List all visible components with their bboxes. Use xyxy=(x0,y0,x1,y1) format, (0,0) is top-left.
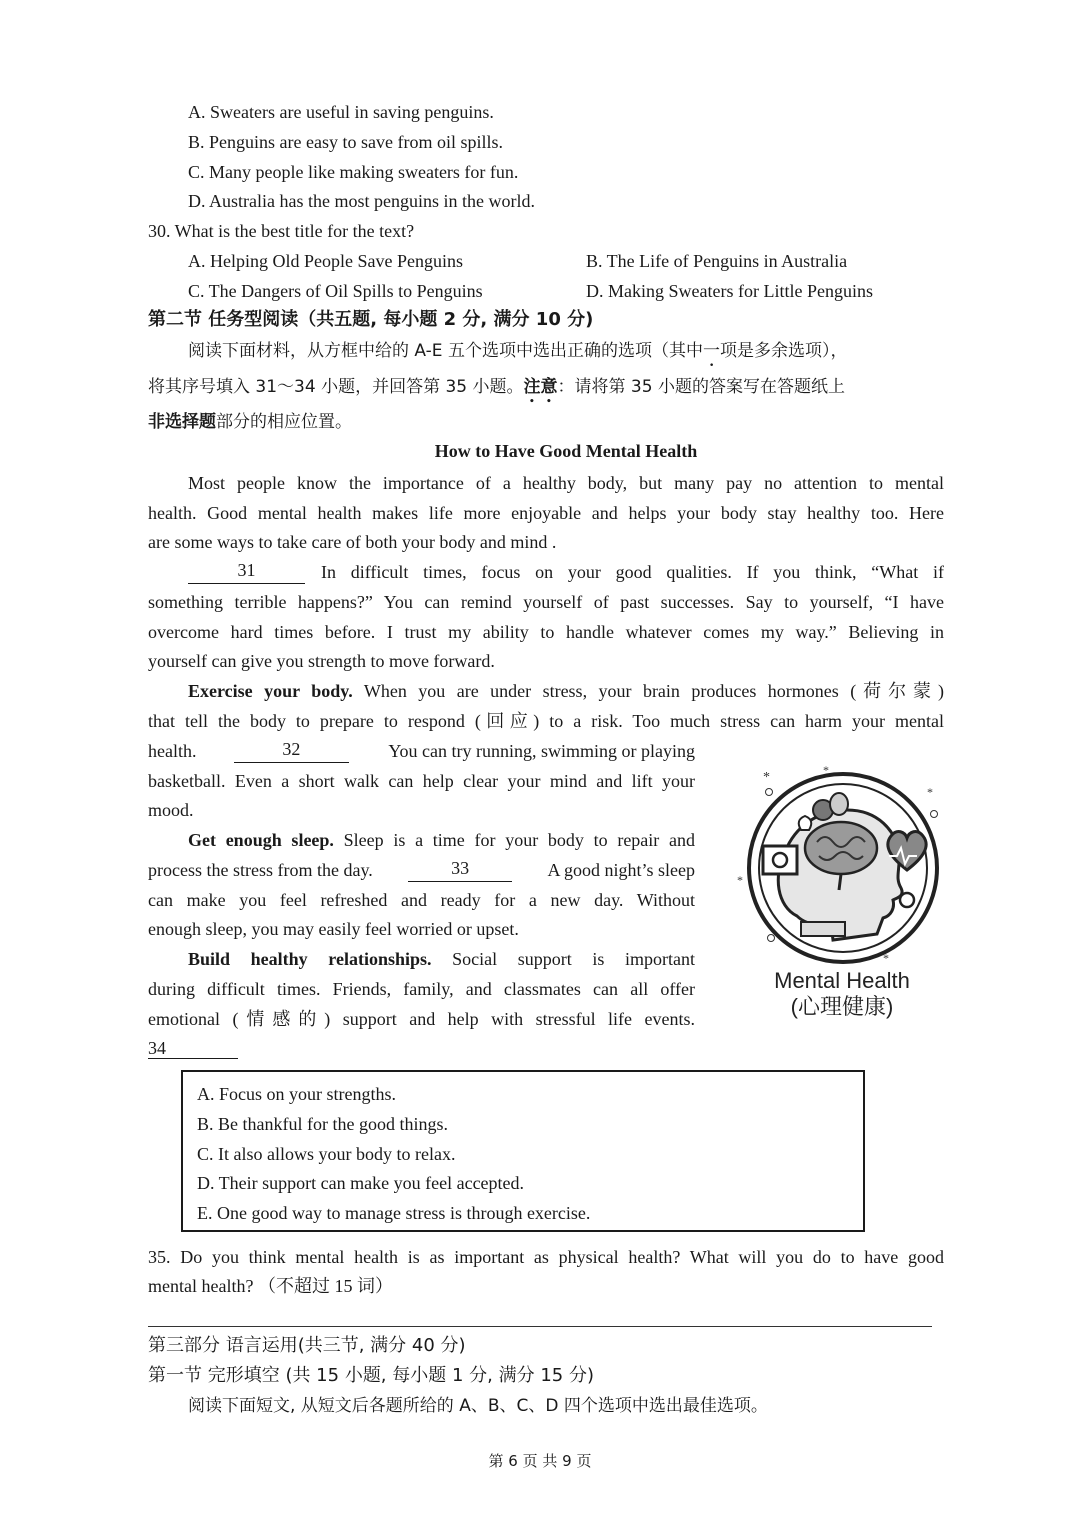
p4-line4: enough sleep, you may easily feel worried or upset. xyxy=(148,919,519,939)
section2-instruction-line3: 非选择题部分的相应位置。 xyxy=(148,412,352,432)
q30-option-c: C. The Dangers of Oil Spills to Penguins xyxy=(188,281,483,301)
p5-line2: during difficult times. Friends, family, and classmates can all offer xyxy=(148,979,695,999)
choice-c: C. It also allows your body to relax. xyxy=(197,1144,456,1164)
q29-option-a: A. Sweaters are useful in saving penguins. xyxy=(188,102,494,122)
p3-line2: that tell the body to prepare to respond (回应) to a risk. Too much stress can harm your mental xyxy=(148,711,944,731)
q30-question: 30. What is the best title for the text? xyxy=(148,221,415,241)
svg-text:*: * xyxy=(927,785,933,799)
blank-33[interactable]: 33 xyxy=(408,858,512,882)
mental-health-figure xyxy=(737,766,947,1024)
svg-text:*: * xyxy=(883,951,889,965)
passage-title: How to Have Good Mental Health xyxy=(434,441,698,461)
q30-option-b: B. The Life of Penguins in Australia xyxy=(586,251,848,271)
figure-caption-cn: (心理健康) xyxy=(790,994,894,1019)
q29-option-d: D. Australia has the most penguins in the world. xyxy=(188,191,535,211)
page-footer: 第 6 页 共 9 页 xyxy=(488,1452,592,1470)
blank-32[interactable]: 32 xyxy=(234,739,349,763)
choice-a: A. Focus on your strengths. xyxy=(197,1084,396,1104)
p4-line2: process the stress from the day. 33 A good night’s sleep xyxy=(148,858,695,880)
blank-31[interactable]: 31 xyxy=(188,560,305,584)
answer-line xyxy=(148,1326,932,1327)
p2-line4: yourself can give you strength to move forward. xyxy=(148,651,495,671)
q29-option-b: B. Penguins are easy to save from oil spills. xyxy=(188,132,503,152)
p1-line2: health. Good mental health makes life more enjoyable and helps your body stay healthy too. Here xyxy=(148,503,944,523)
choice-box xyxy=(181,1070,865,1232)
q35-line1: 35. Do you think mental health is as important as physical health? What will you do to have good xyxy=(148,1247,944,1267)
svg-text:*: * xyxy=(763,770,770,785)
p2-line1: 31 In difficult times, focus on your good qualities. If you think, “What if xyxy=(188,560,944,584)
section2-heading: 第二节 任务型阅读（共五题, 每小题 2 分, 满分 10 分) xyxy=(148,309,594,330)
p5-line4 xyxy=(148,1036,238,1060)
p4-line1: Get enough sleep. Sleep is a time for your body to repair and xyxy=(188,830,695,850)
p3-line3: health. 32 You can try running, swimming or playing xyxy=(148,739,695,761)
choice-e: E. One good way to manage stress is through exercise. xyxy=(197,1203,591,1223)
svg-text:*: * xyxy=(823,766,829,777)
p5-line3: emotional (情感的) support and help with stressful life events. xyxy=(148,1009,695,1029)
q35-line2: mental health? （不超过 15 词） xyxy=(148,1276,393,1296)
section2-instruction-line2: 将其序号填入 31～34 小题，并回答第 35 小题。注意：请将第 35 小题的答案写在答题纸上 xyxy=(148,377,845,397)
figure-caption-en: Mental Health xyxy=(774,968,910,993)
p3-line4: basketball. Even a short walk can help clear your mind and lift your xyxy=(148,771,695,791)
choice-b: B. Be thankful for the good things. xyxy=(197,1114,448,1134)
p1-line3: are some ways to take care of both your body and mind . xyxy=(148,532,557,552)
part3-instruction: 阅读下面短文, 从短文后各题所给的 A、B、C、D 四个选项中选出最佳选项。 xyxy=(188,1396,768,1416)
p4-line3: can make you feel refreshed and ready for a new day. Without xyxy=(148,890,695,910)
p1-line1: Most people know the importance of a healthy body, but many pay no attention to mental xyxy=(188,473,944,493)
q30-option-d: D. Making Sweaters for Little Penguins xyxy=(586,281,873,301)
part3-section1-heading: 第一节 完形填空 (共 15 小题, 每小题 1 分, 满分 15 分) xyxy=(148,1365,594,1386)
q30-option-a: A. Helping Old People Save Penguins xyxy=(188,251,463,271)
svg-text:*: * xyxy=(737,873,743,887)
choice-d: D. Their support can make you feel accepted. xyxy=(197,1173,525,1193)
p2-line3: overcome hard times before. I trust my ability to handle whatever comes my way.” Believing in xyxy=(148,622,944,642)
p2-line2: something terrible happens?” You can remind yourself of past successes. Say to yourself, “I have xyxy=(148,592,944,612)
p3-line1: Exercise your body. When you are under stress, your brain produces hormones (荷尔蒙) xyxy=(188,681,944,701)
p5-line1: Build healthy relationships. Social support is important xyxy=(188,949,696,969)
blank-34[interactable]: 34 xyxy=(148,1038,238,1059)
p3-line5: mood. xyxy=(148,800,194,820)
mental-health-illustration xyxy=(737,766,947,966)
part3-heading: 第三部分 语言运用(共三节, 满分 40 分) xyxy=(148,1335,466,1356)
section2-instruction-line1: 阅读下面材料，从方框中给的 A-E 五个选项中选出正确的选项（其中一项是多余选项）， xyxy=(188,341,848,361)
q29-option-c: C. Many people like making sweaters for fun. xyxy=(188,162,519,182)
